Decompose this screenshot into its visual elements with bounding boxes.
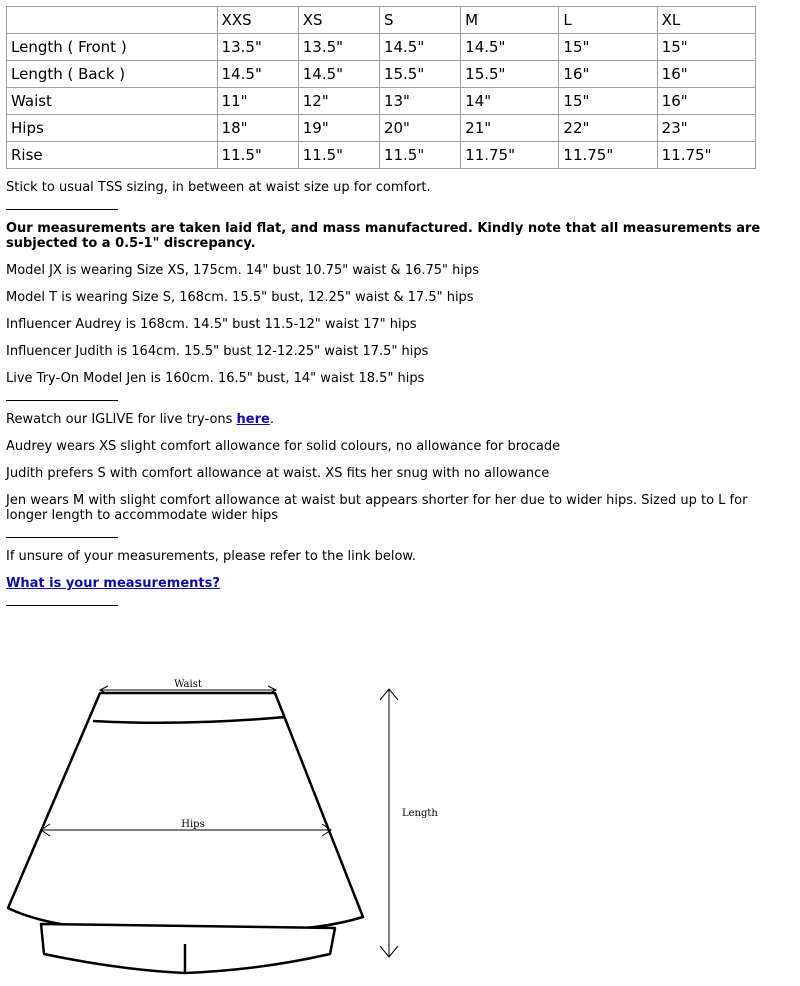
fit-note: Jen wears M with slight comfort allowance at waist but appears shorter for her due to wider hips. Sized up to L for longer length to accommodate wider hips (6, 493, 748, 523)
fit-note: Audrey wears XS slight comfort allowance for solid colours, no allowance for brocade (6, 439, 561, 454)
table-cell: 22" (559, 115, 657, 142)
model-info: Influencer Audrey is 168cm. 14.5" bust 11.5-12" waist 17" hips (6, 317, 417, 332)
table-cell: 11.75" (461, 142, 559, 169)
table-cell: 18" (217, 115, 298, 142)
row-label: Length ( Front ) (7, 34, 218, 61)
table-header-cell: M (461, 7, 559, 34)
divider (6, 209, 118, 210)
table-header-cell: XS (298, 7, 379, 34)
table-cell: 16" (657, 88, 755, 115)
table-header-cell: XL (657, 7, 755, 34)
table-cell: 15.5" (379, 61, 460, 88)
row-label: Rise (7, 142, 218, 169)
table-cell: 19" (298, 115, 379, 142)
table-row (7, 115, 756, 142)
table-header-cell (7, 7, 218, 34)
row-label: Hips (7, 115, 218, 142)
table-cell: 14" (461, 88, 559, 115)
iglive-link[interactable]: here (236, 412, 270, 427)
table-cell: 11.75" (559, 142, 657, 169)
table-cell: 11.5" (298, 142, 379, 169)
table-cell: 15" (559, 34, 657, 61)
table-header-cell: S (379, 7, 460, 34)
table-cell: 11.75" (657, 142, 755, 169)
size-guide-content (6, 180, 766, 617)
length-label: Length (402, 808, 438, 819)
rewatch-prefix: Rewatch our IGLIVE for live try-ons (6, 412, 237, 427)
fit-note: Judith prefers S with comfort allowance at waist. XS fits her snug with no allowance (6, 466, 550, 481)
rewatch-line (6, 412, 766, 427)
divider (6, 537, 118, 538)
rewatch-suffix: . (269, 412, 274, 427)
table-cell: 14.5" (461, 34, 559, 61)
table-row (7, 34, 756, 61)
table-row (7, 61, 756, 88)
table-cell: 15" (559, 88, 657, 115)
table-cell: 16" (559, 61, 657, 88)
model-info: Model T is wearing Size S, 168cm. 15.5" bust, 12.25" waist & 17.5" hips (6, 290, 474, 305)
measurement-link-line (6, 576, 766, 591)
skirt-measurement-diagram (0, 672, 460, 982)
unsure-note: If unsure of your measurements, please refer to the link below. (6, 549, 416, 564)
table-header-row (7, 7, 756, 34)
waist-label: Waist (174, 679, 202, 690)
table-cell: 11.5" (379, 142, 460, 169)
table-cell: 20" (379, 115, 460, 142)
skirt-outline (8, 693, 363, 973)
table-cell: 13" (379, 88, 460, 115)
table-cell: 16" (657, 61, 755, 88)
table-cell: 23" (657, 115, 755, 142)
divider (6, 400, 118, 401)
table-cell: 14.5" (298, 61, 379, 88)
sizing-note: Stick to usual TSS sizing, in between at waist size up for comfort. (6, 180, 431, 195)
table-cell: 13.5" (298, 34, 379, 61)
table-cell: 11.5" (217, 142, 298, 169)
row-label: Waist (7, 88, 218, 115)
table-row (7, 88, 756, 115)
divider (6, 605, 118, 606)
length-arrow (380, 689, 398, 957)
table-header-cell: L (559, 7, 657, 34)
table-cell: 12" (298, 88, 379, 115)
table-cell: 14.5" (217, 61, 298, 88)
hips-label: Hips (181, 819, 205, 830)
table-cell: 15.5" (461, 61, 559, 88)
table-row (7, 142, 756, 169)
model-info: Influencer Judith is 164cm. 15.5" bust 12-12.25" waist 17.5" hips (6, 344, 429, 359)
table-cell: 13.5" (217, 34, 298, 61)
measurement-guide-link[interactable]: What is your measurements? (6, 576, 220, 591)
table-header-cell: XXS (217, 7, 298, 34)
row-label: Length ( Back ) (7, 61, 218, 88)
table-cell: 21" (461, 115, 559, 142)
table-cell: 14.5" (379, 34, 460, 61)
table-cell: 11" (217, 88, 298, 115)
size-chart-table (6, 6, 756, 169)
model-info: Live Try-On Model Jen is 160cm. 16.5" bust, 14" waist 18.5" hips (6, 371, 425, 386)
measurement-disclaimer: Our measurements are taken laid flat, and mass manufactured. Kindly note that all measurements are subjected to a 0.5-1" discrepancy. (6, 221, 761, 251)
table-cell: 15" (657, 34, 755, 61)
model-info: Model JX is wearing Size XS, 175cm. 14" bust 10.75" waist & 16.75" hips (6, 263, 480, 278)
